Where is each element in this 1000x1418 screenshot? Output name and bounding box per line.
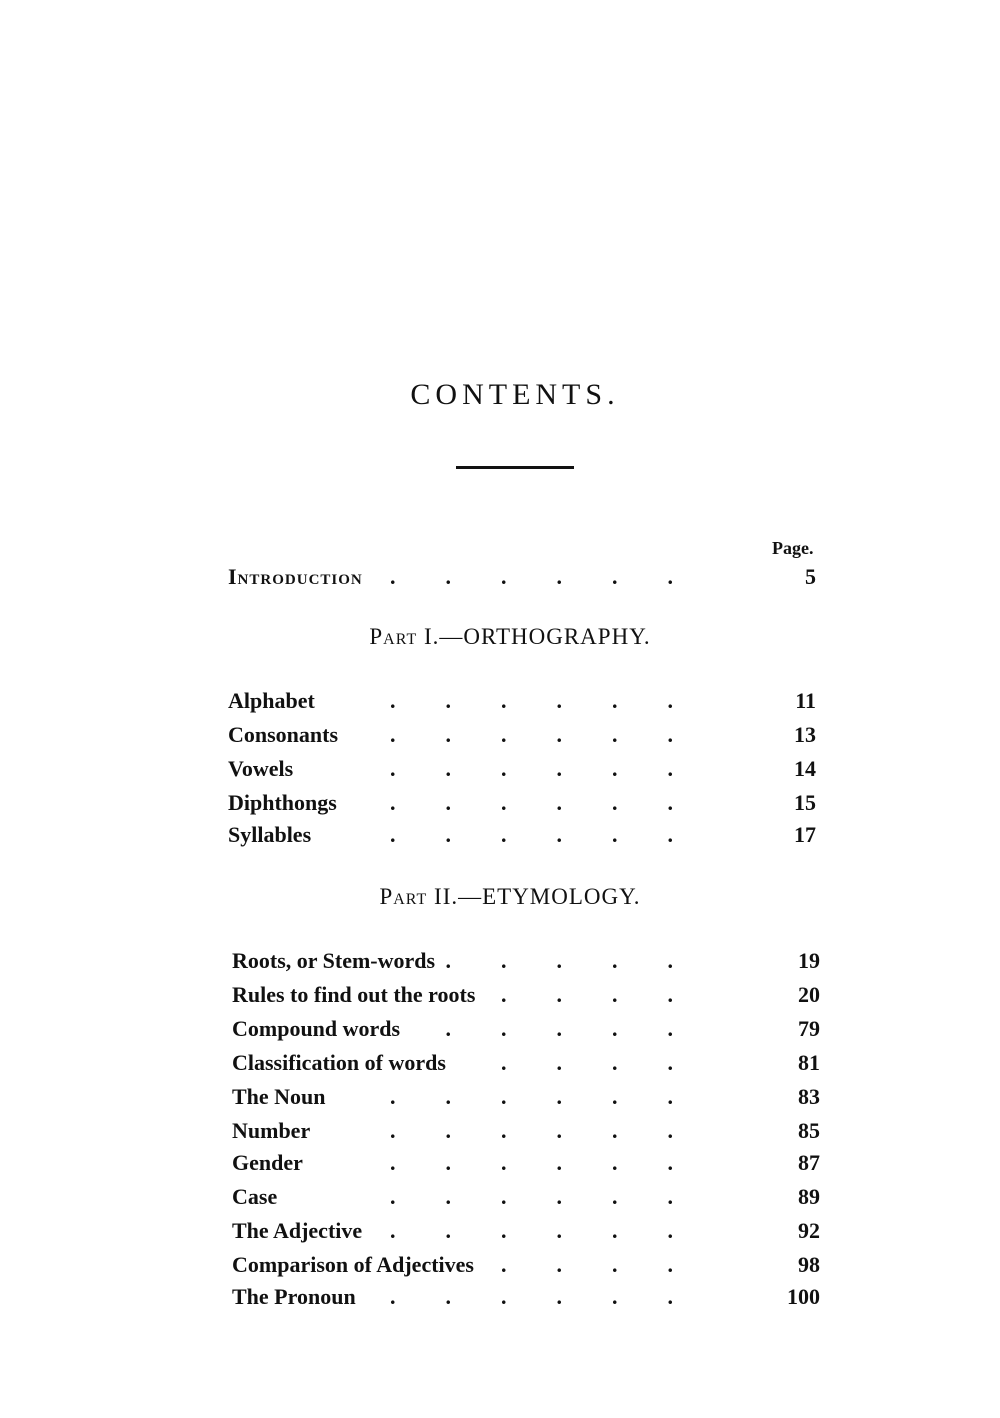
toc-entry-page: 98 bbox=[798, 1252, 820, 1277]
title-rule bbox=[456, 466, 574, 469]
toc-entry-label: Number bbox=[232, 1118, 311, 1143]
page-title: CONTENTS. bbox=[410, 378, 620, 411]
toc-entry[interactable]: Diphthongs 15 . . . . . . bbox=[228, 788, 828, 818]
toc-entry-label: Compound words bbox=[232, 1016, 401, 1041]
toc-entry-label: Case bbox=[232, 1184, 278, 1209]
toc-entry-label: Consonants bbox=[228, 722, 339, 747]
toc-entry-label: The Pronoun bbox=[232, 1284, 356, 1309]
toc-entry-label: Classification of words bbox=[232, 1050, 446, 1075]
toc-entry[interactable]: The Adjective 92 . . . . . . bbox=[232, 1216, 832, 1246]
toc-entry-label: Diphthongs bbox=[228, 790, 337, 815]
toc-entry[interactable]: Rules to find out the roots 20 . . . . bbox=[232, 980, 832, 1010]
toc-entry-page: 79 bbox=[798, 1016, 820, 1041]
toc-entry[interactable]: Alphabet 11 . . . . . . bbox=[228, 686, 828, 716]
part-heading-prefix: Part bbox=[369, 624, 418, 649]
toc-entry-page: 19 bbox=[798, 948, 820, 973]
toc-entry-label: Alphabet bbox=[228, 688, 315, 713]
toc-entry-label: Roots, or Stem-words bbox=[232, 948, 436, 973]
toc-entry-label: Introduction bbox=[228, 564, 363, 589]
toc-entry[interactable]: Compound words 79 . . . . . bbox=[232, 1014, 832, 1044]
toc-entry-page: 100 bbox=[787, 1284, 820, 1309]
toc-entry[interactable]: The Noun 83 . . . . . . bbox=[232, 1082, 832, 1112]
toc-entry[interactable]: Number 85 . . . . . . bbox=[232, 1116, 832, 1146]
toc-entry[interactable]: Consonants 13 . . . . . . bbox=[228, 720, 828, 750]
toc-entry-page: 14 bbox=[794, 756, 816, 781]
toc-entry-page: 17 bbox=[794, 822, 816, 847]
toc-entry-label: Rules to find out the roots bbox=[232, 982, 476, 1007]
toc-entry-page: 92 bbox=[798, 1218, 820, 1243]
toc-entry-label: Vowels bbox=[228, 756, 294, 781]
toc-entry-page: 83 bbox=[798, 1084, 820, 1109]
toc-entry-label: Gender bbox=[232, 1150, 303, 1175]
part-heading-etymology bbox=[0, 884, 1000, 910]
toc-entry-label: Comparison of Adjectives bbox=[232, 1252, 474, 1277]
toc-entry-page: 5 bbox=[805, 564, 816, 589]
toc-entry[interactable]: Comparison of Adjectives 98 . . . . bbox=[232, 1250, 832, 1280]
toc-entry-page: 81 bbox=[798, 1050, 820, 1075]
toc-entry[interactable]: Classification of words 81 . . . . bbox=[232, 1048, 832, 1078]
part-heading-title: II.—ETYMOLOGY. bbox=[427, 884, 641, 909]
toc-entry-page: 15 bbox=[794, 790, 816, 815]
toc-entry[interactable]: Syllables 17 . . . . . . bbox=[228, 820, 828, 850]
toc-entry-page: 20 bbox=[798, 982, 820, 1007]
part-heading-orthography bbox=[0, 624, 1000, 650]
toc-entry-label: Syllables bbox=[228, 822, 312, 847]
toc-entry[interactable]: The Pronoun 100 . . . . . . bbox=[232, 1282, 832, 1312]
toc-entry-introduction[interactable]: Introduction 5 . . . . . . bbox=[228, 562, 828, 592]
toc-entry-page: 11 bbox=[795, 688, 816, 713]
toc-entry-label: The Adjective bbox=[232, 1218, 363, 1243]
toc-entry[interactable]: Case 89 . . . . . . bbox=[232, 1182, 832, 1212]
toc-entry[interactable]: Roots, or Stem-words 19 . . . . . bbox=[232, 946, 832, 976]
toc-entry-page: 89 bbox=[798, 1184, 820, 1209]
part-heading-title: I.—ORTHOGRAPHY. bbox=[417, 624, 651, 649]
toc-entry-page: 87 bbox=[798, 1150, 820, 1175]
page-column-label: Page. bbox=[772, 538, 814, 558]
part-heading-prefix: Part bbox=[379, 884, 428, 909]
toc-entry[interactable]: Vowels 14 . . . . . . bbox=[228, 754, 828, 784]
toc-entry-page: 85 bbox=[798, 1118, 820, 1143]
toc-entry-page: 13 bbox=[794, 722, 816, 747]
toc-entry-label: The Noun bbox=[232, 1084, 326, 1109]
toc-entry[interactable]: Gender 87 . . . . . . bbox=[232, 1148, 832, 1178]
